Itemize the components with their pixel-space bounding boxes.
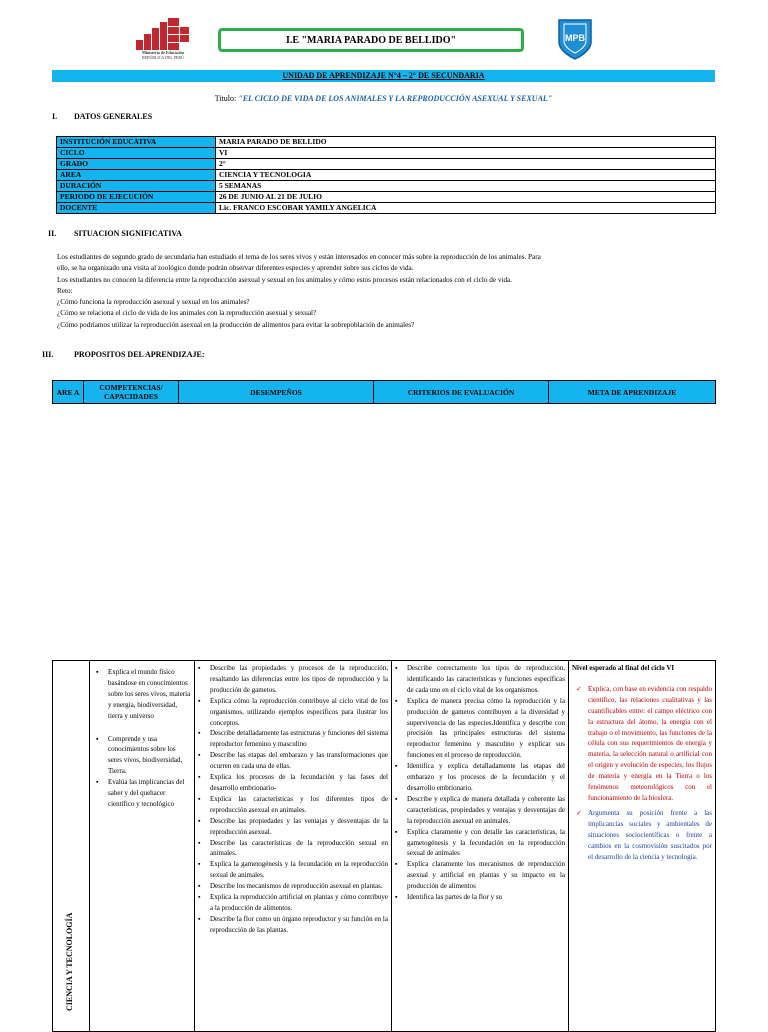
general-value: 5 SEMANAS xyxy=(216,181,716,192)
general-value: 2° xyxy=(216,159,716,170)
goal-heading: Nivel esperado al final del ciclo VI xyxy=(572,664,675,672)
table-row xyxy=(57,181,716,192)
purposes-header-table xyxy=(52,380,716,404)
criterion-item: ▪ Describe correctamente los tipos de reproducción, identificando las características y funciones específicas de cada uno en el ciclo vital de los organismos. xyxy=(395,663,565,696)
ministry-caption xyxy=(125,50,201,60)
situation-line: ¿Cómo podríamos utilizar la reproducción asexual en la producción de alimentos para evitar la sobrepoblación de animales? xyxy=(57,320,415,329)
situation-text xyxy=(57,252,717,331)
header-performances: DESEMPEÑOS xyxy=(179,381,374,404)
general-key: INSTITUCIÓN EDUCATIVA xyxy=(57,137,216,148)
school-shield-icon xyxy=(557,18,593,60)
criterion-item: ▪ Identifica y explica detalladamente las etapas del embarazo y los procesos de la fecundación y el desarrollo embrionario. xyxy=(395,761,565,794)
general-value: 26 DE JUNIO AL 21 DE JULIO xyxy=(216,192,716,203)
performances-cell xyxy=(195,661,392,1032)
title-label: Titulo: xyxy=(214,94,239,103)
table-row xyxy=(57,203,716,214)
header-competencies: COMPETENCIAS/ CAPACIDADES xyxy=(84,381,179,404)
goal-cell xyxy=(569,661,716,1032)
shield-text: MPB xyxy=(565,33,585,43)
competency-item: ▪ Comprende y usa conocimientos sobre los seres vivos, biodiversidad, Tierra. xyxy=(96,734,191,778)
table-row xyxy=(57,192,716,203)
criterion-item: ▪ Explica de manera precisa cómo la reproducción y la producción de gametos contribuyen a la diversidad y supervivencia de las especies.Identifica y describe con precisión las principales estructuras del sistema reproductor femenino y masculino y explicar sus funciones en el proceso de reproducción. xyxy=(395,696,565,761)
goal-item: ✓ Explica, con base en evidencia con respaldo científico, las relaciones cualitativas y las cuantificables entre: el campo eléctrico con la estructura del átomo, la energía con el trabajo o el movimiento, las funciones de la célula con sus requerimientos de energía y materia, la selección natural o artificial con el origen y evolución de especies, los flujos de materia y energía en la Tierra o los fenómenos meteorológicos con el funcionamiento de la biosfera. xyxy=(576,684,712,804)
title-text: "EL CICLO DE VIDA DE LOS ANIMALES Y LA REPRODUCCIÓN ASEXUAL Y SEXUAL" xyxy=(238,94,553,103)
general-key: AREA xyxy=(57,170,216,181)
general-value: CIENCIA Y TECNOLOGIA xyxy=(216,170,716,181)
area-cell xyxy=(53,661,90,1032)
situation-line: ¿Cómo funciona la reproducción asexual y sexual en los animales? xyxy=(57,298,250,307)
table-row xyxy=(53,381,716,404)
performance-item: ▪ Describe los mecanismos de reproducción asexual en plantas. xyxy=(198,881,388,892)
general-value: VI xyxy=(216,148,716,159)
purposes-table xyxy=(52,660,716,1032)
criterion-item: ▪ Describe y explica de manera detallada y coherente las características, propiedades y ventajas y desventajas de la reproducción asexual en animales. xyxy=(395,794,565,827)
general-value: Lic. FRANCO ESCOBAR YAMILY ANGELICA xyxy=(216,203,716,214)
performance-item: ▪ Explica los procesos de la fecundación y las fases del desarrollo embrionario- xyxy=(198,772,388,794)
situation-line: Los estudiantes no conocen la diferencia entre la reproducción asexual y sexual en los animales y cómo estos procesos están relacionados con el ciclo de vida. xyxy=(57,275,513,284)
general-key: DOCENTE xyxy=(57,203,216,214)
performance-item: ▪ Describe las etapas del embarazo y las transformaciones que ocurren en cada una de ellas. xyxy=(198,750,388,772)
header-criteria: CRITERIOS DE EVALUACIÓN xyxy=(374,381,549,404)
table-row xyxy=(53,661,716,1032)
criterion-item: ▪ Explica claramente y con detalle las características, la gametogénesis y la fecundación en la reproducción sexual de animales xyxy=(395,827,565,860)
school-name-box: I.E "MARIA PARADO DE BELLIDO" xyxy=(218,28,524,52)
section-1-heading: DATOS GENERALES xyxy=(74,112,153,121)
section-3-heading: PROPOSITOS DEL APRENDIZAJE: xyxy=(74,350,205,359)
table-row xyxy=(57,170,716,181)
situation-line: ¿Cómo se relaciona el ciclo de vida de los animales con la reproducción asexual y sexual? xyxy=(57,309,317,318)
general-key: PERIODO DE EJECUCIÓN xyxy=(57,192,216,203)
section-1-number: I. xyxy=(52,112,58,121)
performance-item: ▪ Describe la flor como un órgano reproductor y su función en la reproducción de las plantas. xyxy=(198,914,388,936)
section-2-number: II. xyxy=(48,229,57,238)
situation-line: ello, se ha organizado una visita al zoológico donde podrán observar diferentes especies y aprender sobre sus ciclos de vida. xyxy=(57,264,414,273)
general-key: DURACIÓN xyxy=(57,181,216,192)
table-row xyxy=(57,148,716,159)
general-key: GRADO xyxy=(57,159,216,170)
performance-item: ▪ Explica las características y los diferentes tipos de reproducción asexual en animales. xyxy=(198,794,388,816)
area-label: CIENCIA Y TECNOLOGÍA xyxy=(65,912,74,1011)
performance-item: ▪ Describe las propiedades y las ventajas y desventajas de la reproducción asexual. xyxy=(198,816,388,838)
competency-item: ▪ Evalúa las implicancias del saber y del quehacer científico y tecnológico xyxy=(96,777,191,810)
table-row xyxy=(57,159,716,170)
unit-title xyxy=(52,94,715,103)
goal-item: ✓ Argumenta su posición frente a las implicancias sociales y ambientales de situaciones sociocientíficas o frente a cambios en la cosmovisión suscitados por el desarrollo de la ciencia y tecnología. xyxy=(576,808,712,863)
general-value: MARIA PARADO DE BELLIDO xyxy=(216,137,716,148)
criterion-item: ▪ Identifica las partes de la flor y su xyxy=(395,892,565,903)
criteria-cell xyxy=(392,661,569,1032)
ministry-caption-sub: REPÚBLICA DEL PERÚ xyxy=(142,55,184,60)
ministry-caption-main: Ministerio de Educación xyxy=(142,50,184,55)
unit-banner: UNIDAD DE APRENDIZAJE N°4 – 2° DE SECUNDARIA xyxy=(52,70,715,82)
situation-line: Reto: xyxy=(57,286,73,295)
general-data-table xyxy=(56,136,716,214)
performance-item: ▪ Explica la reproducción artificial en plantas y cómo contribuye a la producción de alimentos. xyxy=(198,892,388,914)
header-goal: META DE APRENDIZAJE xyxy=(549,381,716,404)
header-area: ARE A xyxy=(53,381,84,404)
performance-item: ▪ Describe las características de la reproducción sexual en animales. xyxy=(198,838,388,860)
competency-item: ▪ Explica el mundo físico basándose en conocimientos sobre los seres vivos, materia y energía, biodiversidad, tierra y universo xyxy=(96,667,191,722)
performance-item: ▪ Explica cómo la reproducción contribuye al ciclo vital de los organismos, utilizando ejemplos específicos para ilustrar los conceptos. xyxy=(198,696,388,729)
section-3-number: III. xyxy=(42,350,54,359)
table-row xyxy=(57,137,716,148)
competencies-cell xyxy=(90,661,195,1032)
section-2-heading: SITUACION SIGNIFICATIVA xyxy=(74,229,182,238)
performance-item: ▪ Explica la gametogénesis y la fecundación en la reproducción sexual de animales. xyxy=(198,859,388,881)
performance-item: ▪ Describe detalladamente las estructuras y funciones del sistema reproductor femenino y masculino xyxy=(198,728,388,750)
criterion-item: ▪ Explica claramente los mecanismos de reproducción asexual y artificial en plantas y su impacto en la producción de alimentos xyxy=(395,859,565,892)
situation-line: Los estudiantes de segundo grado de secundaria han estudiado el tema de los seres vivos y están interesados en conocer más sobre la reproducción de los animales. Para xyxy=(57,253,541,261)
performance-item: ▪ Describe las propiedades y procesos de la reproducción, resaltando las diferencias entre los tipos de reproducción y la producción de gametos. xyxy=(198,663,388,696)
general-key: CICLO xyxy=(57,148,216,159)
section-3-label: PROPOSITOS DEL APRENDIZAJE xyxy=(74,350,202,359)
